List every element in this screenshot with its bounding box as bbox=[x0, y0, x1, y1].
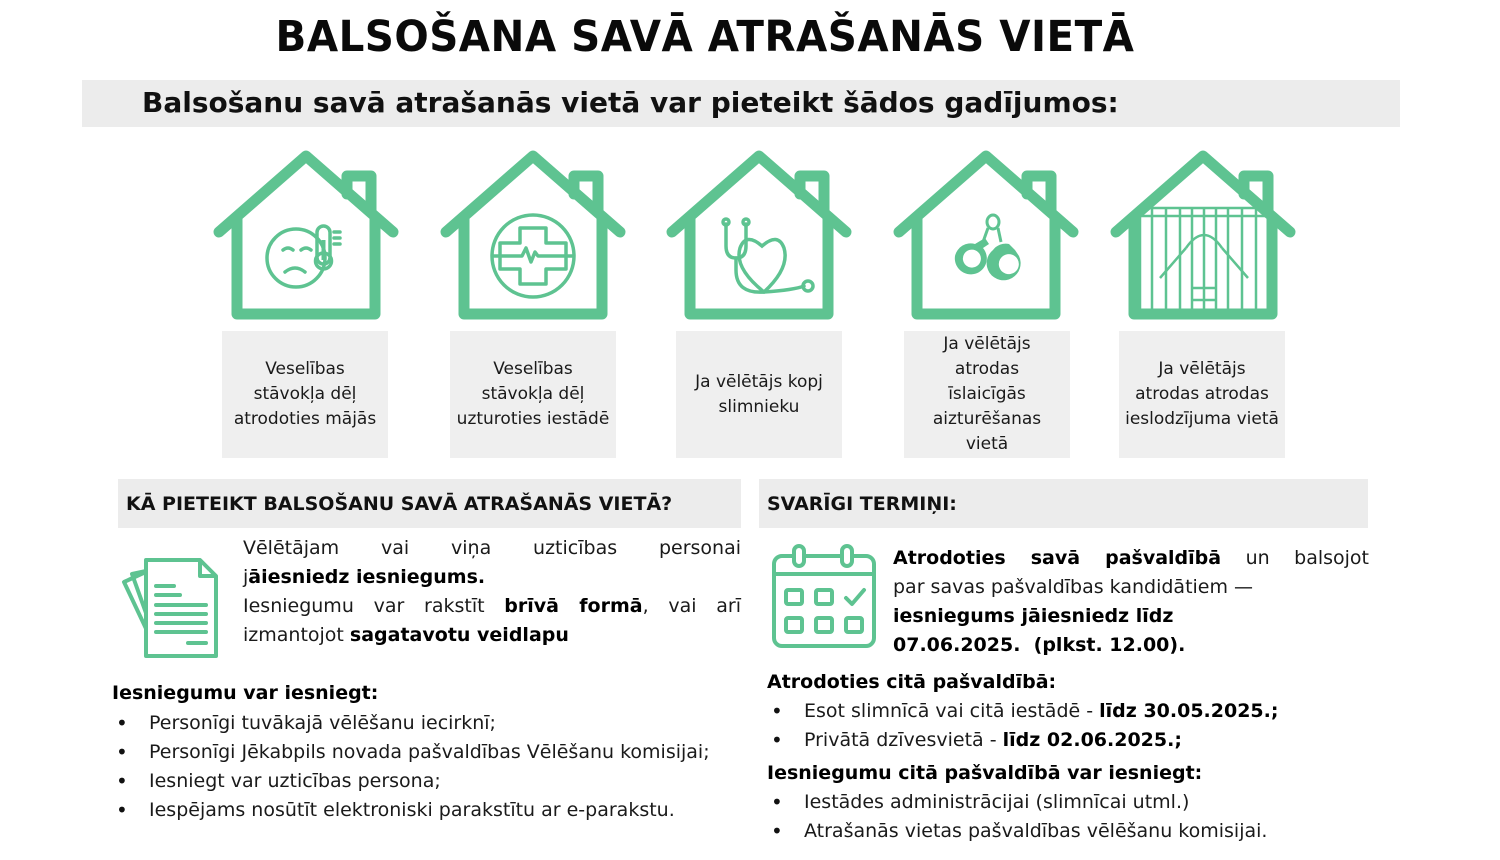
how-line-4-bold: sagatavotu veidlapu bbox=[349, 624, 569, 646]
deadline-date: līdz 30.05.2025.; bbox=[1099, 700, 1279, 722]
own-municipality-text bbox=[893, 544, 1369, 660]
list-item: • Atrašanās vietas pašvaldības vēlēšanu komisijai. bbox=[767, 817, 1377, 846]
documents-icon bbox=[118, 548, 230, 660]
submit-heading: Iesniegumu var iesniegt: bbox=[112, 682, 379, 704]
house-prison-icon bbox=[1110, 148, 1296, 324]
cases-banner-text: Balsošanu savā atrašanās vietā var pieteikt šādos gadījumos: bbox=[142, 86, 1119, 119]
how-line-3b: , vai arī bbox=[642, 595, 741, 617]
case-institution-health: Veselības stāvokļa dēļ uzturoties iestādē bbox=[450, 331, 616, 458]
own-bold: Atrodoties savā pašvaldībā bbox=[893, 547, 1222, 569]
deadline-date: līdz 02.06.2025.; bbox=[1002, 729, 1182, 751]
case-prison: Ja vēlētājs atrodas atrodas ieslodzījuma vietā bbox=[1119, 331, 1285, 458]
own-line-3: iesniegums jāiesniedz līdz bbox=[893, 605, 1174, 627]
how-line-1: Vēlētājam vai viņa uzticības personai bbox=[243, 537, 741, 559]
other-deadlines-list bbox=[767, 697, 1377, 755]
how-line-3-bold: brīvā formā bbox=[504, 595, 643, 617]
deadlines-header: SVARĪGI TERMIŅI: bbox=[759, 479, 1368, 528]
case-caregiver: Ja vēlētājs kopj slimnieku bbox=[676, 331, 842, 458]
page-title: BALSOŠANA SAVĀ ATRAŠANĀS VIETĀ bbox=[275, 12, 1135, 62]
submit-list bbox=[112, 709, 741, 825]
own-line-2: par savas pašvaldības kandidātiem — bbox=[893, 576, 1254, 598]
case-temporary-detention: Ja vēlētājs atrodas īslaicīgās aizturēšanas vietā bbox=[904, 331, 1070, 458]
cases-banner bbox=[82, 80, 1400, 127]
list-item bbox=[767, 697, 1377, 726]
list-item: • Iesniegt var uzticības persona; bbox=[112, 767, 741, 796]
how-line-4a: izmantojot bbox=[243, 624, 350, 646]
case-home-health: Veselības stāvokļa dēļ atrodoties mājās bbox=[222, 331, 388, 458]
other-submit-heading: Iesniegumu citā pašvaldībā var iesniegt: bbox=[767, 762, 1203, 784]
how-to-apply-header: KĀ PIETEIKT BALSOŠANU SAVĀ ATRAŠANĀS VIETĀ? bbox=[118, 479, 741, 528]
how-line-2-prefix: j bbox=[243, 566, 249, 588]
how-to-apply-text bbox=[243, 534, 741, 650]
list-item-text: Personīgi Jēkabpils novada pašvaldības Vēlēšanu komisijai; bbox=[149, 741, 710, 763]
list-item: • Iestādes administrācijai (slimnīcai utml.) bbox=[767, 788, 1377, 817]
list-item bbox=[112, 738, 741, 767]
how-line-2-bold: āiesniedz iesniegums. bbox=[248, 566, 486, 588]
other-submit-list bbox=[767, 788, 1377, 846]
list-item: • Personīgi tuvākajā vēlēšanu iecirknī; bbox=[112, 709, 741, 738]
own-deadline: 07.06.2025. (plkst. 12.00). bbox=[893, 634, 1186, 656]
own-rest: un balsojot bbox=[1221, 547, 1369, 569]
list-item-text: Privātā dzīvesvietā - bbox=[804, 729, 1003, 751]
list-item: • Iespējams nosūtīt elektroniski parakstītu ar e-parakstu. bbox=[112, 796, 741, 825]
list-item-text: Esot slimnīcā vai citā iestādē - bbox=[804, 700, 1100, 722]
other-municipality-heading: Atrodoties citā pašvaldībā: bbox=[767, 671, 1057, 693]
how-line-3a: Iesniegumu var rakstīt bbox=[243, 595, 505, 617]
house-sick-icon bbox=[213, 148, 399, 324]
house-medical-icon bbox=[440, 148, 626, 324]
house-caregiver-icon bbox=[666, 148, 852, 324]
list-item bbox=[767, 726, 1377, 755]
house-detention-icon bbox=[893, 148, 1079, 324]
calendar-check-icon bbox=[770, 542, 880, 650]
